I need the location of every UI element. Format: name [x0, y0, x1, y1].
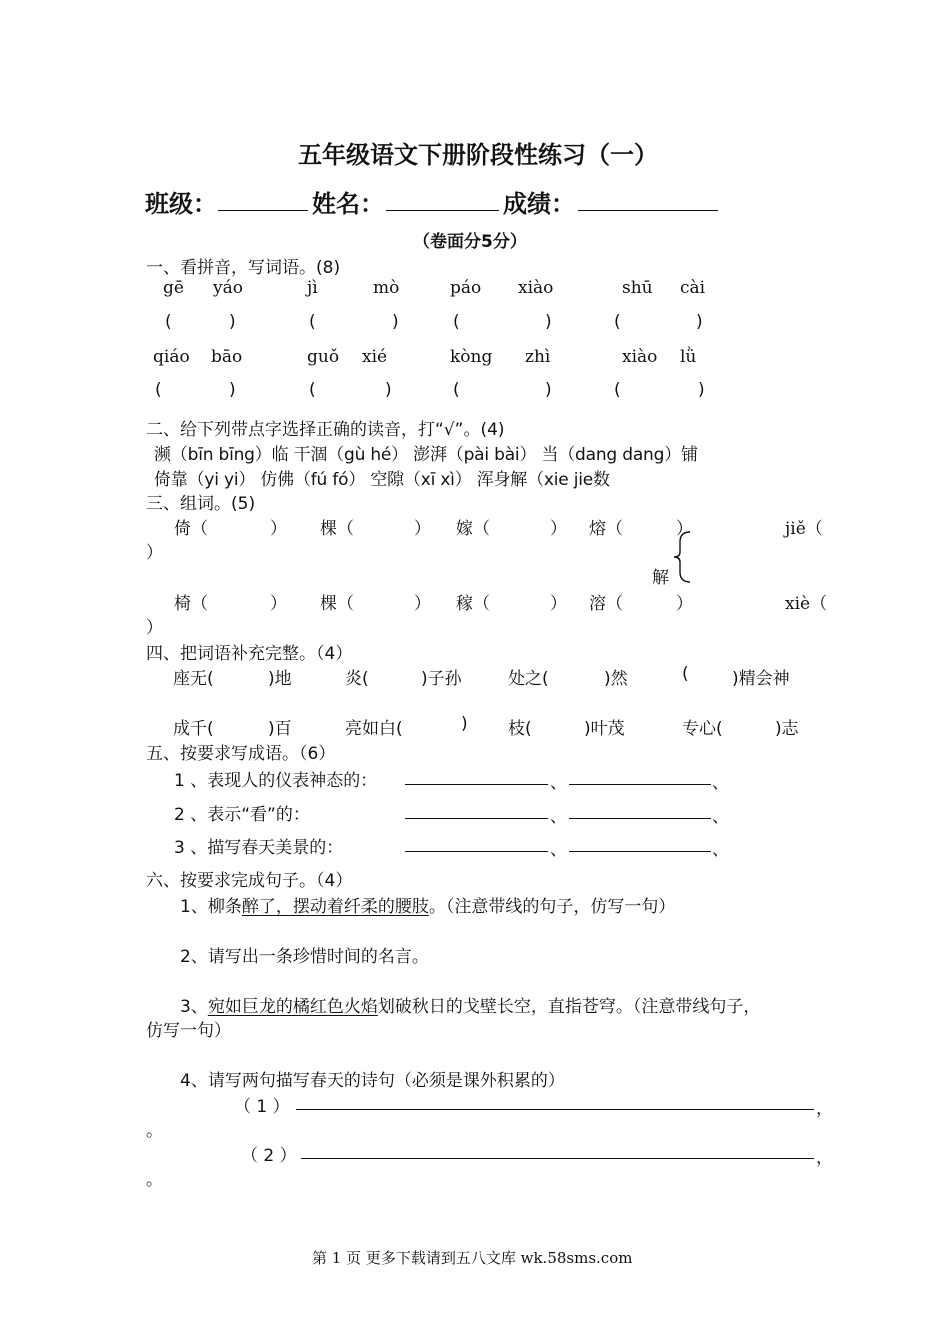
page-footer: 第 1 页 更多下载请到五八文库 wk.58sms.com	[312, 1249, 633, 1267]
idiom-part[interactable]: )子孙	[421, 669, 462, 689]
section-6-heading: 六、按要求完成句子。（4）	[146, 871, 353, 891]
poem-line-1-blank[interactable]	[296, 1109, 814, 1110]
page-title: 五年级语文下册阶段性练习（一）	[298, 141, 658, 169]
answer-paren-open[interactable]: (	[155, 380, 162, 400]
reading-choice-line[interactable]: 倚靠（yi yi） 仿佛（fú fó） 空隙（xī xì） 浑身解（xie jie数	[154, 470, 610, 490]
class-blank[interactable]	[218, 210, 308, 211]
idiom-part: 炎(	[345, 669, 369, 689]
answer-paren-open[interactable]: (	[309, 380, 316, 400]
idiom-part[interactable]: )然	[604, 669, 628, 689]
answer-paren-open[interactable]: (	[165, 312, 172, 332]
answer-paren-close: )	[698, 380, 705, 400]
idiom-part: 亮如白(	[345, 719, 403, 739]
separator: 、	[550, 840, 567, 860]
answer-paren-open[interactable]: (	[453, 312, 460, 332]
xie-pinyin: xiè（	[785, 594, 828, 614]
word-char: 熔（	[589, 519, 623, 539]
pinyin: gē	[163, 278, 184, 298]
answer-blank[interactable]	[569, 818, 711, 819]
pinyin: jì	[307, 278, 318, 298]
word-char: 溶（	[589, 594, 623, 614]
answer-blank[interactable]	[405, 818, 548, 819]
idiom-part[interactable]: )叶茂	[584, 719, 625, 739]
answer-paren-close[interactable]: ）	[414, 594, 431, 614]
sentence-q4: 4、请写两句描写春天的诗句（必须是课外积累的）	[180, 1071, 565, 1091]
q1-underlined: 醉了，摆动着纤柔的腰肢	[241, 897, 429, 917]
neatness-note: （卷面分5分）	[413, 232, 527, 252]
pinyin: bāo	[211, 347, 243, 367]
idiom-part: 成千(	[173, 719, 214, 739]
section-5-heading: 五、按要求写成语。（6）	[146, 744, 336, 764]
section-3-heading: 三、组词。(5)	[146, 494, 256, 514]
q3-continuation: 仿写一句）	[146, 1021, 231, 1041]
idiom-prompt: 2 、表示“看”的：	[174, 805, 310, 825]
section-2-heading: 二、给下列带点字选择正确的读音，打“√”。(4)	[146, 420, 505, 440]
pinyin: páo	[450, 278, 482, 298]
name-label: 姓名：	[312, 190, 384, 218]
pinyin: xié	[362, 347, 388, 367]
answer-paren-close[interactable]: ）	[270, 519, 287, 539]
answer-paren-close: )	[392, 312, 399, 332]
word-char: 棵（	[320, 594, 354, 614]
answer-paren-open[interactable]: (	[614, 380, 621, 400]
answer-paren-close: )	[696, 312, 703, 332]
answer-paren-open[interactable]: (	[453, 380, 460, 400]
answer-paren-close: )	[229, 380, 236, 400]
comma: ，	[816, 1148, 833, 1168]
idiom-prompt: 1 、表现人的仪表神态的：	[174, 771, 378, 791]
answer-paren-close[interactable]: ）	[676, 594, 693, 614]
idiom-part: 座无(	[173, 669, 214, 689]
answer-paren-close: )	[229, 312, 236, 332]
class-label: 班级：	[145, 190, 217, 218]
word-char: 嫁（	[456, 519, 490, 539]
answer-paren-close[interactable]: ）	[676, 519, 693, 539]
word-char: 稼（	[456, 594, 490, 614]
pinyin: cài	[680, 278, 706, 298]
answer-paren-close: )	[545, 380, 552, 400]
answer-paren-close[interactable]: ）	[550, 594, 567, 614]
answer-paren-close[interactable]: ）	[270, 594, 287, 614]
pinyin: zhì	[525, 347, 551, 367]
pinyin: shū	[622, 278, 653, 298]
score-label: 成绩：	[503, 190, 575, 218]
name-blank[interactable]	[386, 210, 499, 211]
answer-blank[interactable]	[405, 784, 548, 785]
q3-underlined: 宛如巨龙的橘红色火焰	[207, 997, 378, 1017]
reading-choice-line[interactable]: 濒（bīn bīng）临 干涸（gù hé） 澎湃（pài bài） 当（dang dang）铺	[154, 445, 698, 465]
pinyin: xiào	[518, 278, 554, 298]
word-char: 椅（	[174, 594, 208, 614]
comma: ，	[816, 1099, 833, 1119]
idiom-part[interactable]: )百	[268, 719, 292, 739]
period: 。	[146, 1121, 163, 1141]
answer-paren-close[interactable]: ）	[146, 618, 163, 638]
idiom-part: 处之(	[508, 669, 549, 689]
separator: 、	[712, 773, 729, 793]
answer-paren-close[interactable]: ）	[146, 543, 163, 563]
separator: 、	[550, 807, 567, 827]
jie-pinyin: jiě（	[785, 519, 823, 539]
separator: 、	[712, 840, 729, 860]
q1-suffix: 。（注意带线的句子，仿写一句）	[428, 897, 676, 917]
answer-paren-close: )	[385, 380, 392, 400]
answer-blank[interactable]	[569, 851, 711, 852]
jie-char: 解	[652, 568, 669, 588]
idiom-part: 专心(	[682, 719, 723, 739]
idiom-part: (	[682, 664, 689, 684]
q1-prefix: 1、柳条	[180, 897, 242, 917]
answer-blank[interactable]	[405, 851, 548, 852]
poem-line-1-label: （ 1 ）	[234, 1097, 290, 1117]
separator: 、	[550, 773, 567, 793]
word-char: 倚（	[174, 519, 208, 539]
pinyin: xiào	[622, 347, 658, 367]
pinyin: lǜ	[680, 347, 697, 367]
separator: 、	[712, 807, 729, 827]
idiom-part: 枝(	[508, 719, 532, 739]
q3-prefix: 3、	[180, 997, 208, 1017]
pinyin: qiáo	[153, 347, 190, 367]
pinyin: mò	[373, 278, 400, 298]
answer-paren-close[interactable]: ）	[414, 519, 431, 539]
answer-blank[interactable]	[569, 784, 711, 785]
q3-suffix: 划破秋日的戈壁长空，直指苍穹。（注意带线句子，	[377, 997, 761, 1017]
section-1-heading: 一、看拼音，写词语。(8)	[146, 258, 341, 278]
pinyin: yáo	[213, 278, 243, 298]
score-blank[interactable]	[578, 210, 718, 211]
poem-line-2-blank[interactable]	[301, 1158, 814, 1159]
answer-paren-close: )	[545, 312, 552, 332]
sentence-q3	[180, 992, 760, 1017]
sentence-q1	[180, 892, 675, 917]
answer-paren-close[interactable]: ）	[550, 519, 567, 539]
idiom-part[interactable]: )志	[775, 719, 799, 739]
idiom-part[interactable]: )地	[268, 669, 292, 689]
pinyin: kòng	[450, 347, 493, 367]
poem-line-2-label: （ 2 ）	[241, 1146, 297, 1166]
period: 。	[146, 1170, 163, 1190]
brace-icon	[670, 530, 694, 584]
answer-paren-open[interactable]: (	[614, 312, 621, 332]
idiom-part[interactable]: )精会神	[732, 669, 790, 689]
section-4-heading: 四、把词语补充完整。（4）	[146, 644, 353, 664]
idiom-part[interactable]: )	[461, 714, 468, 734]
word-char: 棵（	[320, 519, 354, 539]
answer-paren-open[interactable]: (	[309, 312, 316, 332]
idiom-prompt: 3 、描写春天美景的：	[174, 838, 344, 858]
pinyin: guǒ	[307, 347, 340, 367]
sentence-q2: 2、请写出一条珍惜时间的名言。	[180, 947, 429, 967]
